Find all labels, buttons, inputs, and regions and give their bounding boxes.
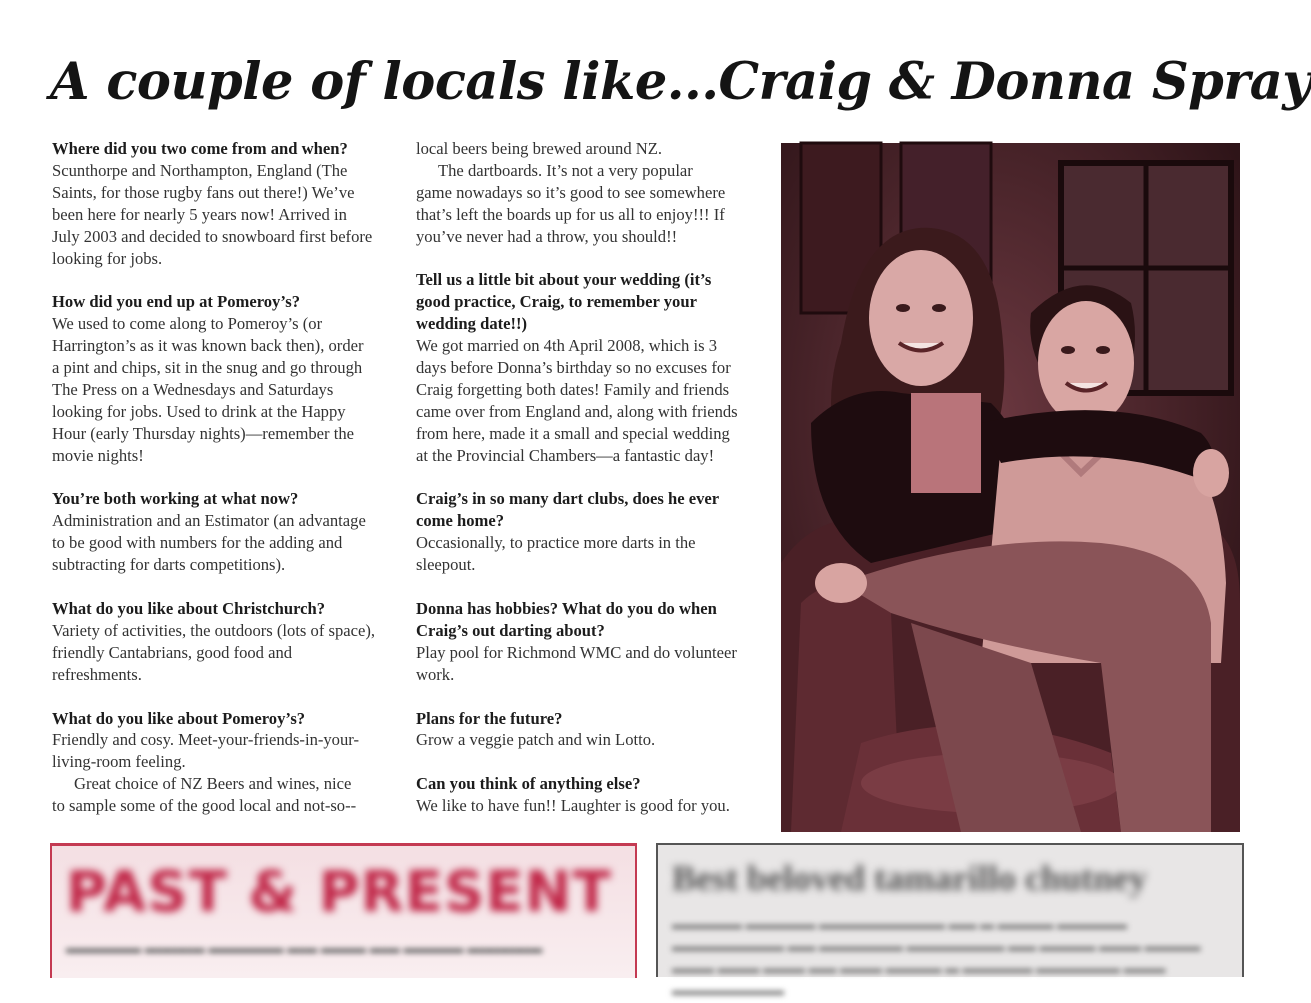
chutney-blurred-text: ▬▬▬▬▬ ▬▬▬▬▬ ▬▬▬▬▬▬▬▬▬ ▬▬ ▬ ▬▬▬▬ ▬▬▬▬▬ ▬▬▬▬▬▬▬▬ ▬▬ ▬▬▬▬▬▬ ▬▬▬▬▬▬▬ ▬▬ ▬▬▬▬ ▬▬▬ ▬▬▬▬ ▬▬▬ ▬▬▬ ▬▬▬ ▬▬ ▬▬▬ ▬▬▬▬ ▬ ▬▬▬▬▬ ▬▬▬▬▬▬ ▬▬▬ ▬▬▬▬▬▬▬▬ (672, 918, 1201, 999)
question-heading: What do you like about Pomeroy’s? (52, 708, 306, 728)
answer-line: The dartboards. It’s not a very popular (438, 160, 693, 180)
answer-line: Administration and an Estimator (an advantage (52, 511, 366, 531)
question-heading: come home? (416, 511, 505, 531)
question-heading: How did you end up at Pomeroy’s? (52, 292, 301, 312)
question-heading: good practice, Craig, to remember your (416, 292, 697, 312)
answer-line: Play pool for Richmond WMC and do volunteer (416, 642, 737, 662)
answer-line: to sample some of the good local and not-so-- (52, 796, 357, 816)
question-heading: Donna has hobbies? What do you do when (416, 598, 717, 618)
answer-line: refreshments. (52, 664, 142, 684)
answer-line: work. (416, 664, 455, 684)
answer-line: We like to have fun!! Laughter is good for you. (416, 796, 730, 816)
past-present-blurred-text: ▬▬▬▬▬ ▬▬▬▬ ▬▬▬▬▬ ▬▬ ▬▬▬ ▬▬ ▬▬▬▬ ▬▬▬▬▬ (66, 941, 543, 957)
answer-line: Harrington’s as it was known back then), order (52, 336, 364, 356)
couple-photo-illustration (781, 143, 1240, 832)
answer-line: living-room feeling. (52, 752, 186, 772)
answer-line: Hour (early Thursday nights)—remember the (52, 423, 354, 443)
answer-line: We got married on 4th April 2008, which is 3 (416, 336, 717, 356)
answer-line: came over from England and, along with friends (416, 401, 738, 421)
answer-line: from here, made it a small and special wedding (416, 423, 730, 443)
answer-line: Grow a veggie patch and win Lotto. (416, 730, 656, 750)
answer-line: been here for nearly 5 years now! Arrived in (52, 204, 347, 224)
chutney-title: Best beloved tamarillo chutney (672, 858, 1147, 898)
answer-line: July 2003 and decided to snowboard first before (52, 226, 373, 246)
question-heading: You’re both working at what now? (52, 489, 299, 509)
answer-line: Variety of activities, the outdoors (lots of space), (52, 620, 376, 640)
answer-line: Occasionally, to practice more darts in the (416, 533, 696, 553)
answer-line: Scunthorpe and Northampton, England (The (52, 160, 348, 180)
question-heading: Plans for the future? (416, 708, 563, 728)
answer-line: Great choice of NZ Beers and wines, nice (74, 774, 352, 794)
past-present-panel (50, 843, 637, 978)
answer-line: at the Provincial Chambers—a fantastic day! (416, 445, 715, 465)
article-column-2 (416, 138, 764, 817)
question-heading: Tell us a little bit about your wedding (it’s (416, 270, 712, 290)
answer-line: We used to come along to Pomeroy’s (or (52, 314, 323, 334)
tamarillo-chutney-panel (656, 843, 1244, 999)
answer-line: friendly Cantabrians, good food and (52, 642, 293, 662)
article-column-1 (52, 138, 397, 817)
couple-photo (781, 143, 1240, 832)
answer-line: looking for jobs. Used to drink at the Happy (52, 401, 346, 421)
answer-line: a pint and chips, sit in the snug and go through (52, 358, 363, 378)
answer-line: sleepout. (416, 555, 476, 575)
answer-line: looking for jobs. (52, 248, 163, 268)
answer-line: Friendly and cosy. Meet-your-friends-in-your- (52, 730, 359, 750)
question-heading: Craig’s out darting about? (416, 620, 605, 640)
answer-line: local beers being brewed around NZ. (416, 139, 663, 158)
question-heading: Can you think of anything else? (416, 774, 641, 794)
answer-line: that’s left the boards up for us all to enjoy!!! If (416, 204, 725, 224)
answer-line: to be good with numbers for the adding and (52, 533, 343, 553)
answer-line: days before Donna’s birthday so no excuses for (416, 358, 731, 378)
past-present-title: PAST & PRESENT (66, 860, 612, 925)
answer-line: Craig forgetting both dates! Family and friends (416, 379, 730, 399)
answer-line: Saints, for those rugby fans out there!) We’ve (52, 182, 355, 202)
answer-line: movie nights! (52, 445, 144, 465)
answer-line: The Press on a Wednesdays and Saturdays (52, 379, 334, 399)
question-heading: Craig’s in so many dart clubs, does he ever (416, 489, 720, 509)
answer-line: you’ve never had a throw, you should!! (416, 226, 678, 246)
article-headline: A couple of locals like...Craig & Donna Spray (50, 52, 1311, 112)
answer-line: game nowadays so it’s good to see somewhere (416, 182, 726, 202)
question-heading: What do you like about Christchurch? (52, 598, 326, 618)
question-heading: wedding date!!) (416, 314, 528, 334)
question-heading: Where did you two come from and when? (52, 139, 348, 158)
answer-line: subtracting for darts competitions). (52, 555, 286, 575)
